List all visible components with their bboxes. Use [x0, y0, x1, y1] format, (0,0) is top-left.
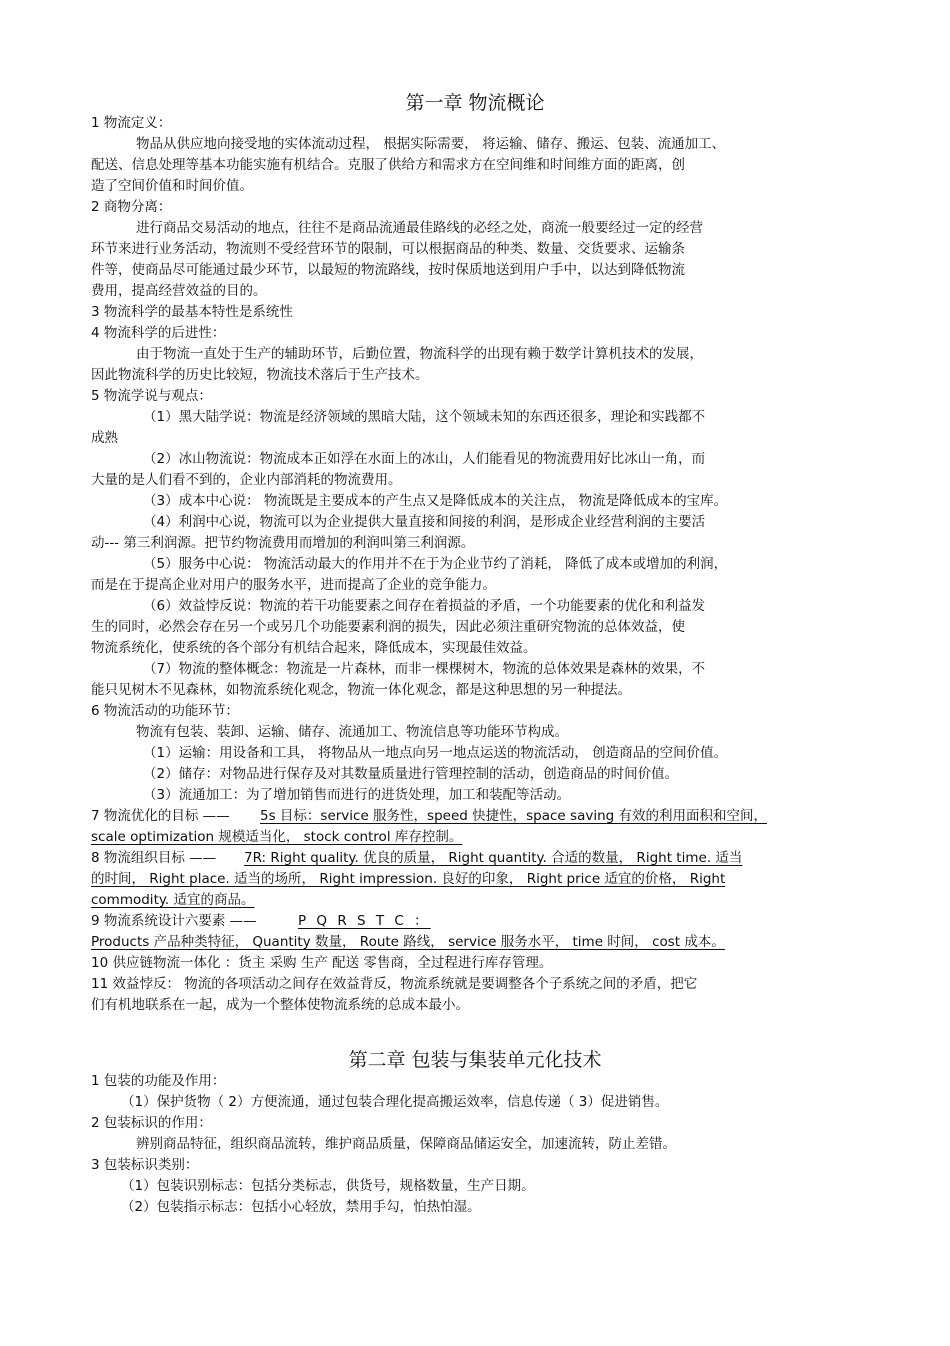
item-7-detail: 5s 目标：service 服务性，speed 快捷性，space saving 有效的利用面积和空间， — [260, 808, 767, 824]
item-8-detail: 7R: Right quality. 优良的质量， Right quantity. 合适的数量， Right time. 适当 — [244, 850, 743, 866]
item-10: 10 供应链物流一体化 ：货主 采购 生产 配送 零售商，全过程进行库存管理。 — [91, 955, 553, 971]
item-9-detail: P Q R S T C ： — [298, 913, 431, 929]
paragraph-line: （6）效益悖反说：物流的若干功能要素之间存在着损益的矛盾，一个功能要素的优化和利益发 — [143, 598, 706, 614]
paragraph-line: 配送、信息处理等基本功能实施有机结合。克服了供给方和需求方在空间维和时间维方面的距离，创 — [91, 157, 685, 173]
paragraph-line: 成熟 — [91, 430, 118, 446]
paragraph-line: （2）包装指示标志：包括小心轻放，禁用手勾，怕热怕湿。 — [121, 1199, 481, 1215]
paragraph-line: 动--- 第三利润源。把节约物流费用而增加的利润叫第三利润源。 — [91, 535, 475, 551]
paragraph-line: 进行商品交易活动的地点，往往不是商品流通最佳路线的必经之处，商流一般要经过一定的经营 — [136, 220, 703, 236]
item-11: 11 效益悖反： 物流的各项活动之间存在效益背反，物流系统就是要调整各个子系统之间的矛盾，把它 — [91, 976, 698, 992]
item-9-label: 9 物流系统设计六要素 —— — [91, 913, 257, 929]
paragraph-line: 物流有包装、装卸、运输、储存、流通加工、物流信息等功能环节构成。 — [136, 724, 568, 740]
paragraph-line: 物流系统化，使系统的各个部分有机结合起来，降低成本，实现最佳效益。 — [91, 640, 537, 656]
paragraph-line: 5 物流学说与观点： — [91, 388, 212, 404]
item-9-detail-cont: Products 产品种类特征， Quantity 数量， Route 路线， service 服务水平， time 时间， cost 成本。 — [91, 934, 725, 950]
paragraph-line: 4 物流科学的后进性： — [91, 325, 226, 341]
paragraph-line: 辨别商品特征，组织商品流转，维护商品质量，保障商品储运安全，加速流转，防止差错。 — [136, 1136, 676, 1152]
paragraph-line: （2）储存：对物品进行保存及对其数量质量进行管理控制的活动，创造商品的时间价值。 — [143, 766, 679, 782]
paragraph-line: （1）包装识别标志：包括分类标志，供货号，规格数量，生产日期。 — [121, 1178, 535, 1194]
item-7-detail-cont: scale optimization 规模适当化， stock control 库存控制。 — [91, 829, 463, 845]
item-8-label: 8 物流组织目标 —— — [91, 850, 217, 866]
paragraph-line: （2）冰山物流说：物流成本正如浮在水面上的冰山，人们能看见的物流费用好比冰山一角，而 — [143, 451, 706, 467]
paragraph-line: 生的同时，必然会存在另一个或另几个功能要素利润的损失，因此必须注重研究物流的总体效益，使 — [91, 619, 685, 635]
paragraph-line: 费用，提高经营效益的目的。 — [91, 283, 267, 299]
paragraph-line: 3 物流科学的最基本特性是系统性 — [91, 304, 293, 320]
paragraph-line: （4）利润中心说，物流可以为企业提供大量直接和间接的利润，是形成企业经营利润的主要活 — [143, 514, 706, 530]
paragraph-line: 环节来进行业务活动，物流则不受经营环节的限制，可以根据商品的种类、数量、交货要求、运输条 — [91, 241, 685, 257]
paragraph-line: 大量的是人们看不到的，企业内部消耗的物流费用。 — [91, 472, 402, 488]
chapter-1-title: 第一章 物流概论 — [405, 92, 545, 114]
paragraph-line: 能只见树木不见森林，如物流系统化观念，物流一体化观念，都是这种思想的另一种提法。 — [91, 682, 631, 698]
item-7-label: 7 物流优化的目标 —— — [91, 808, 230, 824]
paragraph-line: 3 包装标识类别： — [91, 1157, 199, 1173]
paragraph-line: （1）保护货物（ 2）方便流通，通过包装合理化提高搬运效率，信息传递（ 3）促进销售。 — [121, 1094, 669, 1110]
paragraph-line: 2 商物分离： — [91, 199, 172, 215]
paragraph-line: 2 包装标识的作用： — [91, 1115, 212, 1131]
paragraph-line: （5）服务中心说： 物流活动最大的作用并不在于为企业节约了消耗， 降低了成本或增加的利润， — [143, 556, 728, 572]
paragraph-line: 由于物流一直处于生产的辅助环节，后勤位置，物流科学的出现有赖于数学计算机技术的发展， — [136, 346, 703, 362]
paragraph-line: （1）运输：用设备和工具， 将物品从一地点向另一地点运送的物流活动， 创造商品的空间价值。 — [143, 745, 728, 761]
paragraph-line: 6 物流活动的功能环节： — [91, 703, 239, 719]
paragraph-line: 1 物流定义： — [91, 115, 172, 131]
paragraph-line: 物品从供应地向接受地的实体流动过程， 根据实际需要， 将运输、储存、搬运、包装、流通加工、 — [136, 136, 726, 152]
paragraph-line: 1 包装的功能及作用： — [91, 1073, 226, 1089]
paragraph-line: （7）物流的整体概念：物流是一片森林，而非一棵棵树木，物流的总体效果是森林的效果，不 — [143, 661, 706, 677]
item-11-cont: 们有机地联系在一起，成为一个整体使物流系统的总成本最小。 — [91, 997, 469, 1013]
item-8-detail-cont: 的时间， Right place. 适当的场所， Right impression. 良好的印象， Right price 适宜的价格， Right — [91, 871, 726, 887]
paragraph-line: 因此物流科学的历史比较短，物流技术落后于生产技术。 — [91, 367, 429, 383]
item-8-detail-end: commodity. 适宜的商品。 — [91, 892, 255, 908]
paragraph-line: （1）黑大陆学说：物流是经济领域的黑暗大陆，这个领域未知的东西还很多，理论和实践都不 — [143, 409, 706, 425]
paragraph-line: 而是在于提高企业对用户的服务水平，进而提高了企业的竞争能力。 — [91, 577, 496, 593]
paragraph-line: （3）成本中心说： 物流既是主要成本的产生点又是降低成本的关注点， 物流是降低成本的宝库。 — [143, 493, 728, 509]
chapter-2-title: 第二章 包装与集装单元化技术 — [348, 1049, 602, 1071]
paragraph-line: 造了空间价值和时间价值。 — [91, 178, 253, 194]
paragraph-line: （3）流通加工：为了增加销售而进行的进货处理，加工和装配等活动。 — [143, 787, 571, 803]
paragraph-line: 件等，使商品尽可能通过最少环节，以最短的物流路线，按时保质地送到用户手中，以达到降低物流 — [91, 262, 685, 278]
